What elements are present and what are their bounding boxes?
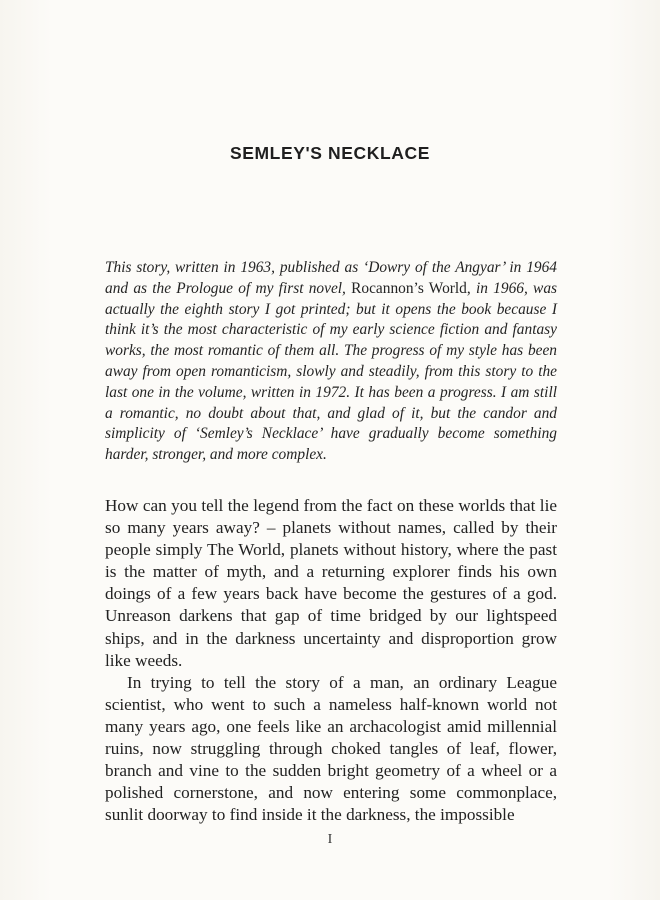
intro-text-part2: in 1966, was actually the eighth story I got printed; but it opens the book because I think it’s the most characteristic of my early science fiction and fantasy works, the most romantic of them all. The progress of my style has been away from open romanticism, slowly and steadily, from this story to the last one in the volume, written in 1972. It has been a progress. I am still a romantic, no doubt about that, and glad of it, but the candor and simplicity of ‘Semley’s Necklace’ have gradually become something harder, stronger, and more complex. [105, 279, 558, 464]
story-paragraph-1: How can you tell the legend from the fact on these worlds that lie so many years away? – planets without names, called by their people simply The World, planets without history, where the past is the matter of myth, and a returning explorer finds his own doings of a few years back have become the gestures of a god. Unreason darkens that gap of time bridged by our lightspeed ships, and in the darkness uncertainty and disproportion grow like weeds. [105, 496, 557, 670]
story-title: SEMLEY'S NECKLACE [229, 143, 431, 163]
novel-title: Rocannon’s World, [351, 279, 471, 297]
story-body [105, 495, 557, 826]
intro-text-part1: This story, written in 1963, published as ‘Dowry of the Angyar’ in 1964 and as the Prologue of my first novel, [105, 259, 557, 297]
author-introduction [105, 258, 557, 466]
story-paragraph-2: In trying to tell the story of a man, an ordinary League scientist, who went to such a nameless half-known world not many years ago, one feels like an archacologist amid millennial ruins, now struggling through choked tangles of leaf, flower, branch and vine to the sudden bright geometry of a wheel or a polished cornerstone, and now entering some commonplace, sunlit doorway to find inside it the darkness, the impossible [105, 672, 557, 825]
page-number: I [327, 832, 333, 847]
